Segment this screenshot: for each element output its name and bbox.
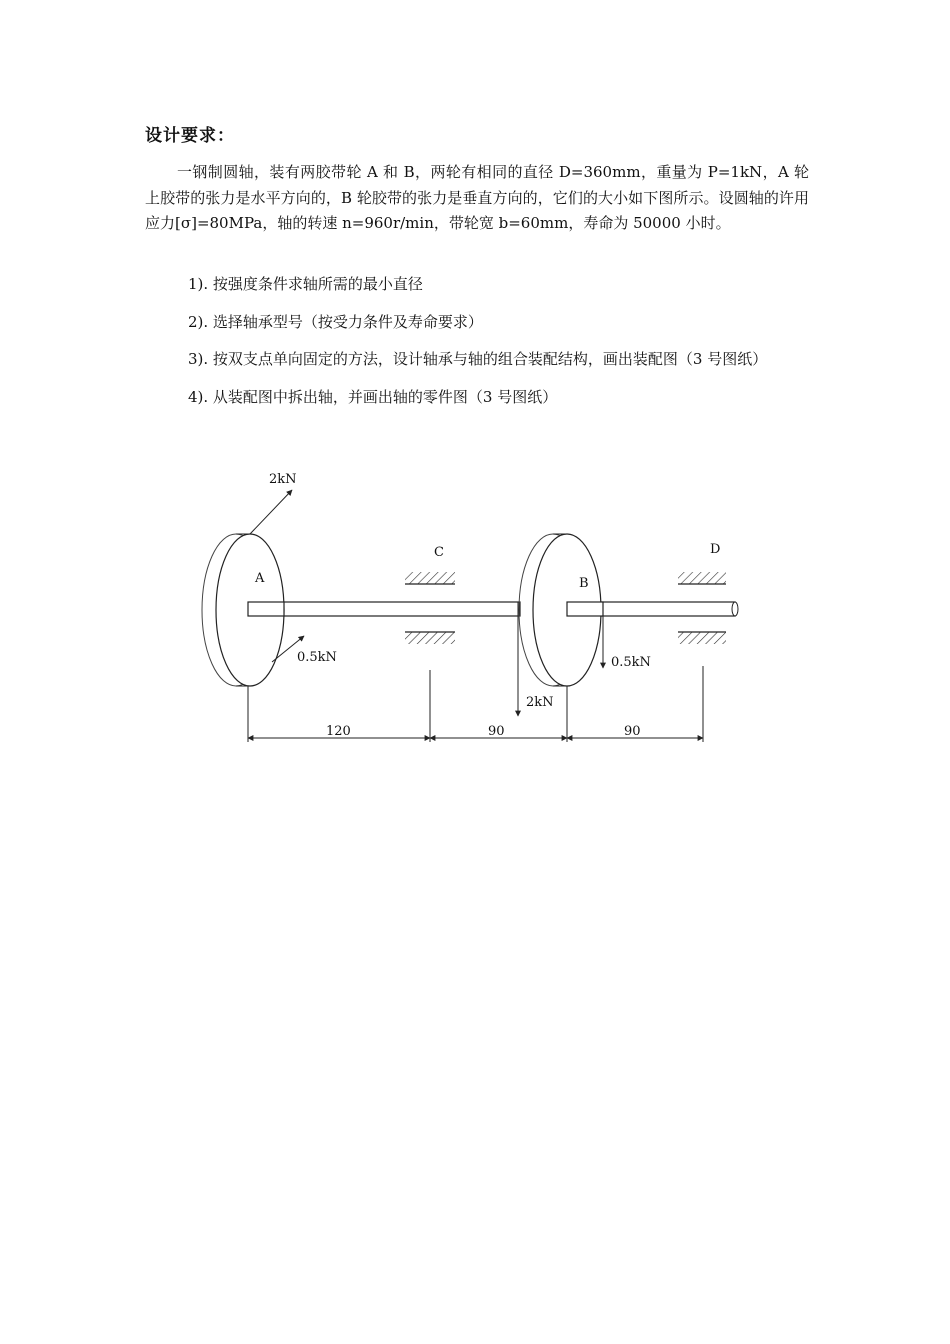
task-item-1: 1). 按强度条件求轴所需的最小直径 (188, 275, 423, 293)
task-item-3: 3). 按双支点单向固定的方法，设计轴承与轴的组合装配结构，画出装配图（3 号图纸） (188, 350, 768, 368)
dimension-1-label: 120 (326, 724, 351, 739)
shaft-right-end (732, 602, 738, 616)
shaft-diagram-svg (195, 460, 755, 760)
problem-statement: 一钢制圆轴，装有两胶带轮 A 和 B，两轮有相同的直径 D=360mm，重量为 P=1kN，A 轮上胶带的张力是水平方向的，B 轮胶带的张力是垂直方向的，它们的大小如下图所示。设圆轴的许用应力[σ]=80MPa，轴的转速 n=960r/min，带轮宽 b=60mm，寿命为 50000 小时。 (145, 163, 809, 232)
dimension-2-label: 90 (488, 724, 505, 739)
task-item-4: 4). 从装配图中拆出轴，并画出轴的零件图（3 号图纸） (188, 387, 558, 406)
force-b-down-label: 2kN (526, 695, 554, 710)
page-heading: 设计要求： (145, 126, 235, 146)
force-a-bottom-label: 0.5kN (297, 650, 337, 665)
bearing-c-label: C (434, 545, 444, 560)
shaft-diagram (195, 460, 755, 760)
force-a-top-arrow (250, 490, 292, 534)
task-item-2: 2). 选择轴承型号（按受力条件及寿命要求） (188, 312, 483, 331)
force-a-top-label: 2kN (269, 472, 297, 487)
pulley-b (519, 534, 603, 686)
force-b-right-label: 0.5kN (611, 655, 651, 670)
shaft-left (248, 602, 520, 616)
pulley-a (202, 534, 284, 686)
task-list (188, 272, 767, 422)
pulley-b-label: B (579, 576, 589, 591)
pulley-a-label: A (255, 571, 265, 586)
bearing-d-label: D (710, 542, 721, 557)
dimension-3-label: 90 (624, 724, 641, 739)
